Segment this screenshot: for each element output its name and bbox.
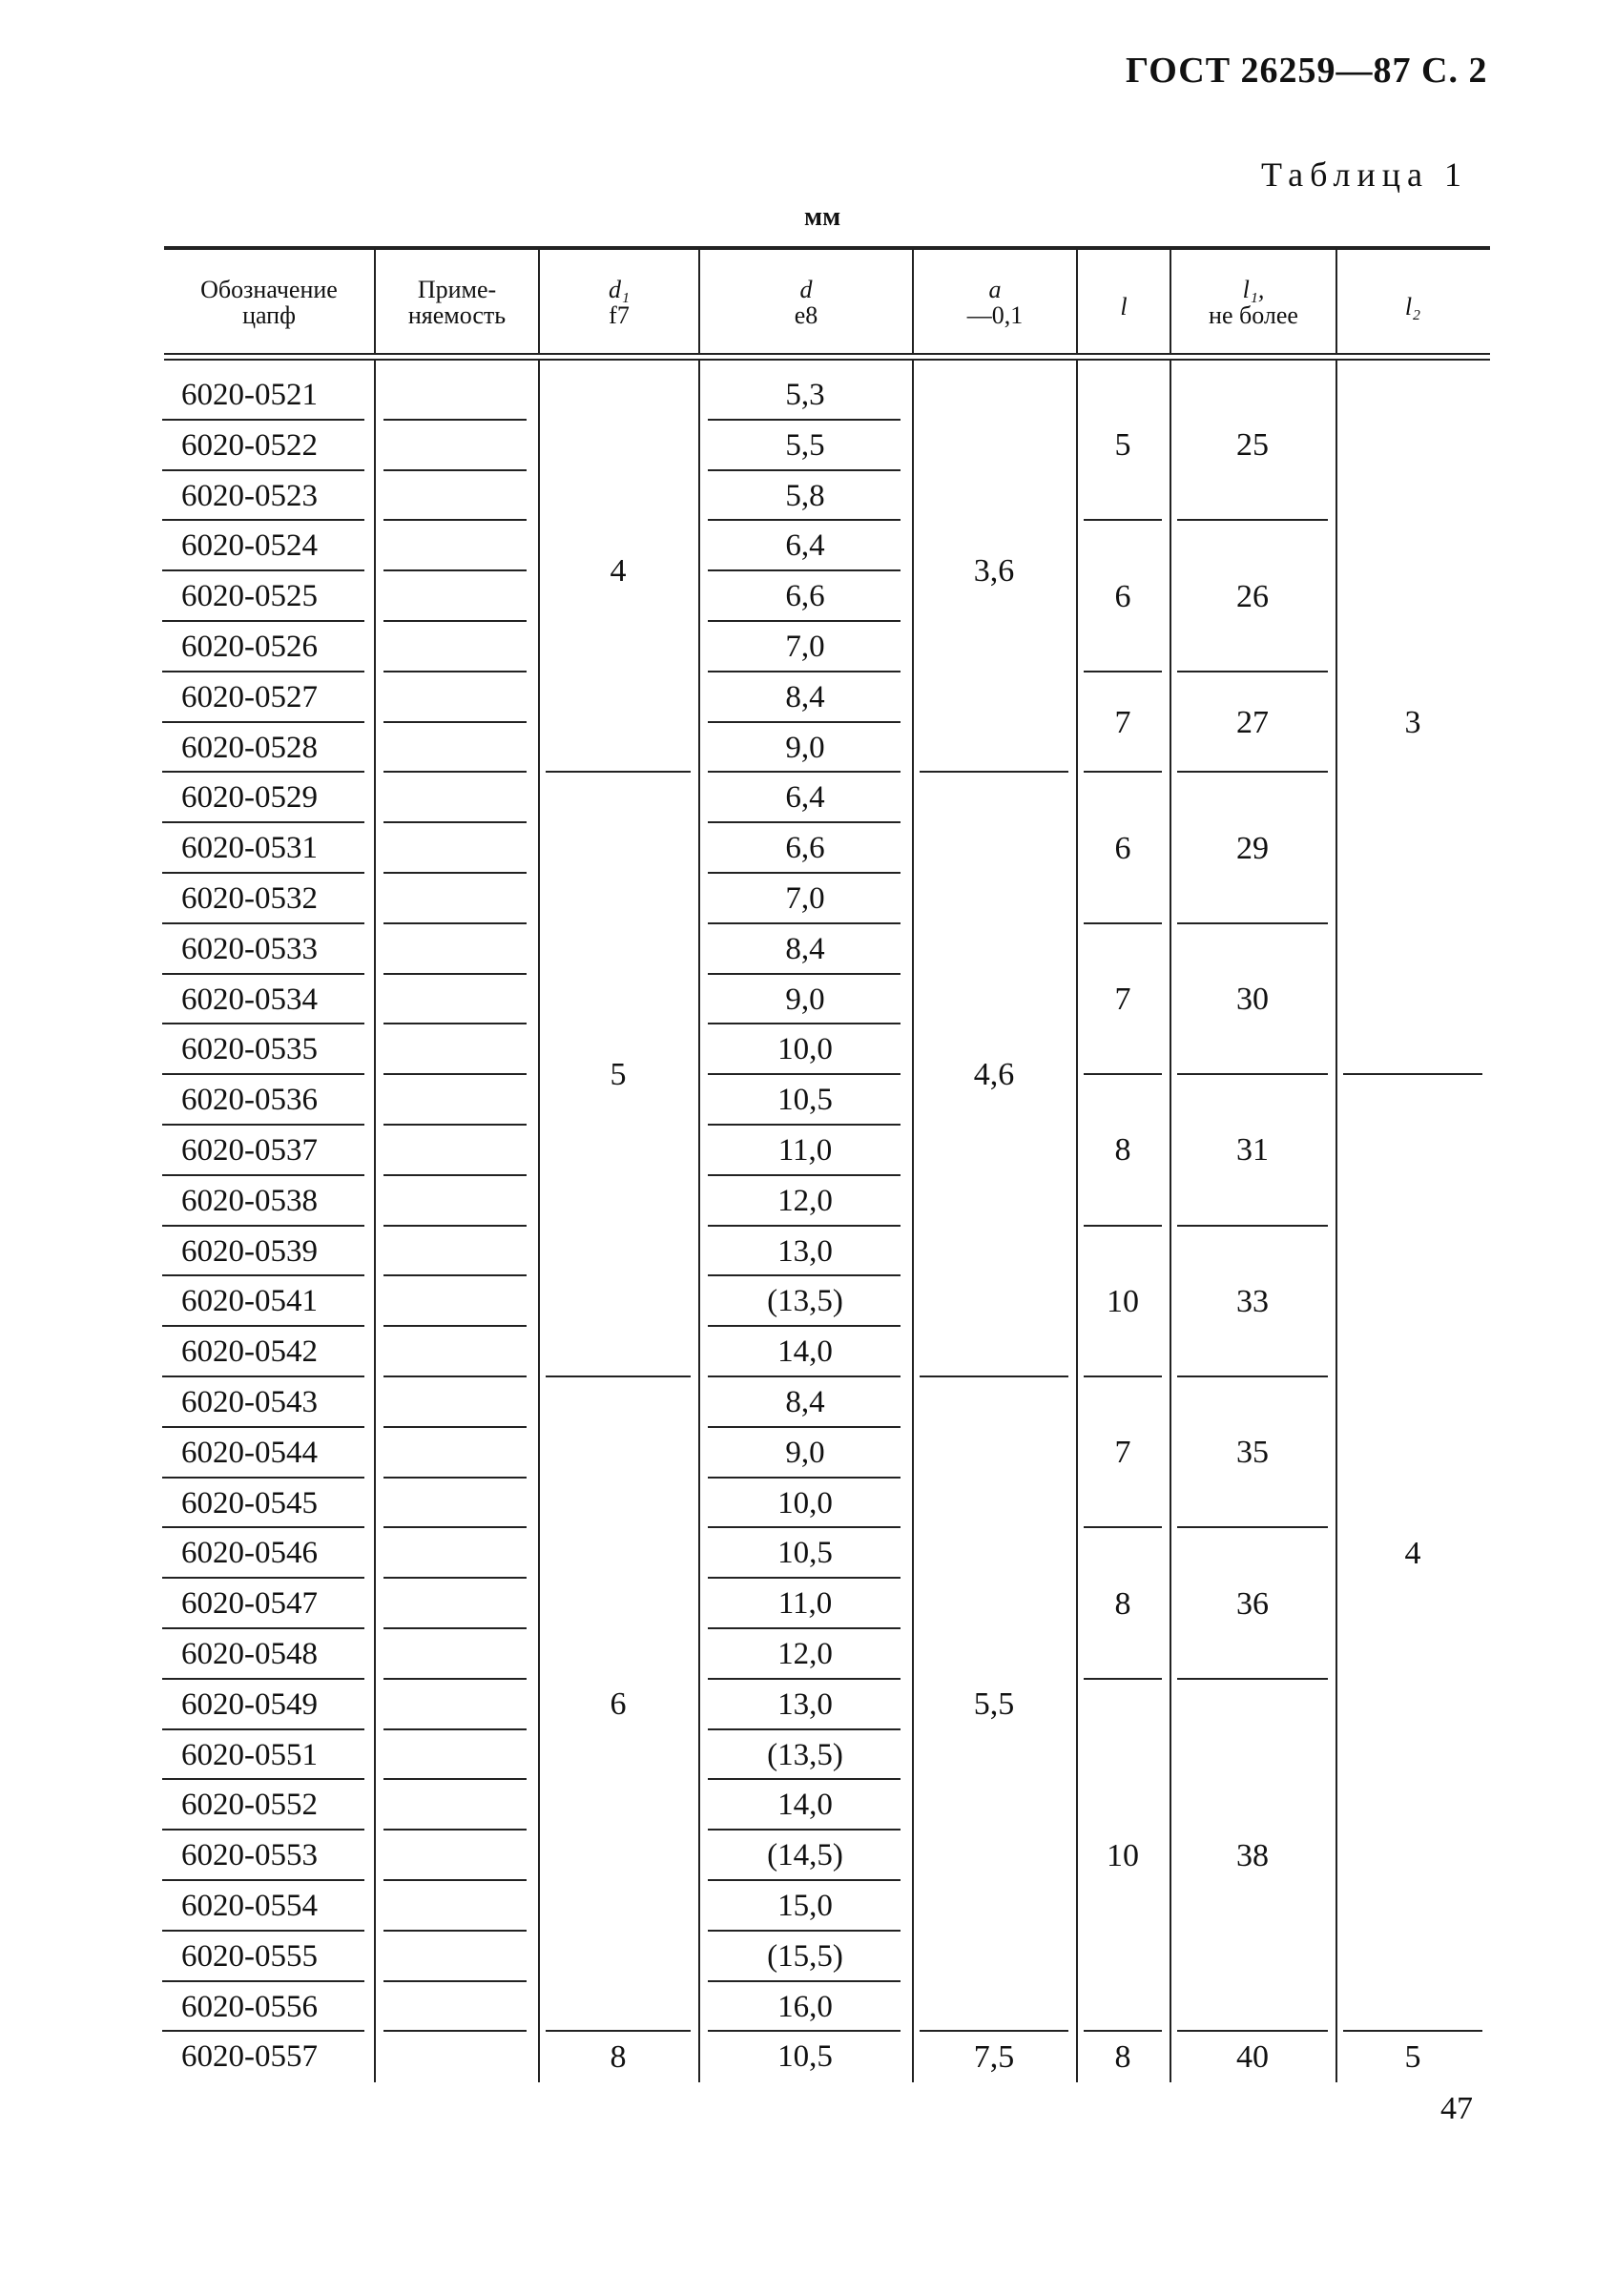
row-rule: [708, 419, 901, 421]
row-code: 6020-0552: [181, 1788, 318, 1823]
row-rule: [708, 569, 901, 571]
row-rule: [162, 1325, 364, 1327]
row-code: 6020-0556: [181, 1989, 318, 2024]
row-d-value: 7,0: [785, 881, 825, 916]
merged-cell-l: 8: [1114, 1585, 1131, 1622]
merged-cell-l: 8: [1114, 2038, 1131, 2075]
row-code: 6020-0541: [181, 1284, 318, 1319]
row-code: 6020-0521: [181, 378, 318, 412]
group-rule: [1343, 2030, 1482, 2032]
row-code: 6020-0532: [181, 881, 318, 916]
row-d-value: 12,0: [777, 1183, 833, 1218]
header-column-separator: [1170, 248, 1171, 355]
row-rule: [162, 1930, 364, 1932]
row-d-value: 10,5: [777, 2039, 833, 2075]
row-rule: [162, 1728, 364, 1730]
row-code: 6020-0534: [181, 982, 318, 1017]
merged-cell-l: 7: [1114, 982, 1131, 1017]
group-rule: [546, 1376, 691, 1377]
row-rule: [383, 1225, 527, 1227]
row-code: 6020-0524: [181, 528, 318, 564]
merged-cell-d1: 5: [610, 1057, 627, 1093]
group-rule: [1177, 1678, 1328, 1680]
group-rule: [1084, 1073, 1162, 1075]
row-code: 6020-0528: [181, 730, 318, 765]
row-code: 6020-0545: [181, 1485, 318, 1520]
row-d-value: 12,0: [777, 1637, 833, 1671]
row-d-value: 5,8: [785, 478, 825, 513]
merged-cell-l: 10: [1107, 1283, 1139, 1319]
row-code: 6020-0557: [181, 2039, 318, 2075]
row-rule: [708, 519, 901, 521]
row-rule: [162, 469, 364, 471]
merged-cell-d1: 4: [610, 553, 627, 590]
group-rule: [1177, 771, 1328, 773]
row-code: 6020-0535: [181, 1032, 318, 1067]
row-rule: [708, 1577, 901, 1579]
row-code: 6020-0539: [181, 1233, 318, 1269]
col-header-l1: l₁, не более: [1209, 276, 1298, 330]
row-d-value: (13,5): [767, 1737, 843, 1772]
row-rule: [162, 922, 364, 924]
row-rule: [162, 1778, 364, 1780]
row-rule: [162, 973, 364, 975]
group-rule: [546, 2030, 691, 2032]
row-d-value: 11,0: [777, 1586, 833, 1622]
group-rule: [1084, 1526, 1162, 1528]
row-d-value: 10,0: [777, 1032, 833, 1067]
col-header-l: l: [1120, 293, 1128, 321]
row-rule: [708, 1627, 901, 1629]
row-rule: [708, 872, 901, 874]
column-separator: [1076, 359, 1078, 2082]
row-d-value: 6,6: [785, 831, 825, 866]
row-rule: [383, 1073, 527, 1075]
row-rule: [708, 1174, 901, 1176]
group-rule: [1343, 1073, 1482, 1075]
row-code: 6020-0548: [181, 1637, 318, 1671]
row-rule: [383, 569, 527, 571]
merged-cell-l1: 30: [1236, 982, 1269, 1017]
group-rule: [1084, 771, 1162, 773]
row-code: 6020-0531: [181, 831, 318, 866]
row-rule: [708, 2030, 901, 2032]
col-header-applicability: Приме- няемость: [407, 276, 507, 330]
row-code: 6020-0549: [181, 1686, 318, 1722]
row-code: 6020-0533: [181, 931, 318, 966]
row-d-value: 13,0: [777, 1233, 833, 1269]
merged-cell-l1: 26: [1236, 578, 1269, 614]
row-rule: [162, 1225, 364, 1227]
header-column-separator: [1335, 248, 1337, 355]
header-bottom-rule: [164, 353, 1490, 355]
group-rule: [1084, 1678, 1162, 1680]
row-rule: [162, 1124, 364, 1126]
column-separator: [912, 359, 914, 2082]
row-rule: [383, 1627, 527, 1629]
row-rule: [383, 1577, 527, 1579]
row-rule: [708, 1778, 901, 1780]
header-column-separator: [538, 248, 540, 355]
merged-cell-l: 7: [1114, 704, 1131, 740]
group-rule: [1177, 1376, 1328, 1377]
row-d-value: 5,3: [785, 378, 825, 412]
row-d-value: 16,0: [777, 1989, 833, 2024]
group-rule: [1084, 2030, 1162, 2032]
merged-cell-l1: 33: [1236, 1283, 1269, 1319]
row-rule: [383, 1728, 527, 1730]
merged-cell-l1: 25: [1236, 427, 1269, 464]
header-column-separator: [374, 248, 376, 355]
col-header-d1: d₁ f7: [608, 276, 631, 330]
row-code: 6020-0542: [181, 1334, 318, 1370]
row-d-value: 9,0: [785, 982, 825, 1017]
row-rule: [383, 1526, 527, 1528]
row-d-value: 14,0: [777, 1334, 833, 1370]
group-rule: [1084, 1376, 1162, 1377]
merged-cell-l1: 27: [1236, 704, 1269, 740]
merged-cell-l: 5: [1114, 427, 1131, 464]
row-rule: [383, 1274, 527, 1276]
row-rule: [383, 973, 527, 975]
row-rule: [162, 569, 364, 571]
row-rule: [162, 721, 364, 723]
merged-cell-l1: 38: [1236, 1837, 1269, 1873]
row-rule: [708, 1728, 901, 1730]
row-d-value: 15,0: [777, 1889, 833, 1923]
merged-cell-l1: 35: [1236, 1435, 1269, 1471]
row-rule: [383, 671, 527, 672]
row-rule: [708, 973, 901, 975]
merged-cell-l: 10: [1107, 1837, 1139, 1873]
group-rule: [920, 1376, 1068, 1377]
row-code: 6020-0525: [181, 579, 318, 614]
row-rule: [708, 1829, 901, 1831]
row-rule: [383, 1778, 527, 1780]
header-bottom-rule-2: [164, 359, 1490, 361]
group-rule: [1084, 671, 1162, 672]
row-rule: [162, 1023, 364, 1024]
row-code: 6020-0522: [181, 427, 318, 463]
col-header-designation: Обозначение цапф: [200, 276, 338, 330]
row-rule: [708, 1023, 901, 1024]
row-rule: [162, 1879, 364, 1881]
row-rule: [162, 620, 364, 622]
row-rule: [162, 1678, 364, 1680]
row-rule: [383, 469, 527, 471]
row-rule: [383, 1376, 527, 1377]
row-rule: [708, 671, 901, 672]
row-d-value: 14,0: [777, 1788, 833, 1823]
row-code: 6020-0546: [181, 1536, 318, 1571]
column-separator: [698, 359, 700, 2082]
row-rule: [162, 1577, 364, 1579]
row-rule: [708, 771, 901, 773]
row-d-value: 9,0: [785, 730, 825, 765]
row-rule: [162, 1477, 364, 1479]
row-code: 6020-0551: [181, 1737, 318, 1772]
group-rule: [1177, 671, 1328, 672]
row-d-value: 10,5: [777, 1083, 833, 1118]
row-code: 6020-0529: [181, 780, 318, 816]
row-d-value: 6,4: [785, 780, 825, 816]
row-rule: [383, 1325, 527, 1327]
row-rule: [162, 771, 364, 773]
units-label: мм: [804, 202, 841, 232]
table-top-rule: [164, 246, 1490, 250]
group-rule: [1084, 519, 1162, 521]
merged-cell-l1: 40: [1236, 2038, 1269, 2075]
row-rule: [162, 1073, 364, 1075]
row-rule: [383, 419, 527, 421]
merged-cell-a: 4,6: [973, 1057, 1015, 1093]
row-rule: [383, 1426, 527, 1428]
merged-cell-a: 5,5: [973, 1686, 1015, 1723]
merged-cell-d1: 8: [610, 2038, 627, 2075]
row-d-value: 8,4: [785, 931, 825, 966]
merged-cell-l: 6: [1114, 830, 1131, 866]
row-rule: [708, 1225, 901, 1227]
header-column-separator: [1076, 248, 1078, 355]
row-code: 6020-0553: [181, 1838, 318, 1873]
merged-cell-l1: 31: [1236, 1132, 1269, 1169]
group-rule: [1177, 1225, 1328, 1227]
row-rule: [162, 1526, 364, 1528]
row-rule: [708, 1124, 901, 1126]
row-d-value: (15,5): [767, 1938, 843, 1974]
row-d-value: 9,0: [785, 1435, 825, 1470]
merged-cell-d1: 6: [610, 1686, 627, 1723]
row-rule: [383, 1174, 527, 1176]
row-rule: [383, 620, 527, 622]
row-rule: [708, 1376, 901, 1377]
row-code: 6020-0538: [181, 1183, 318, 1218]
column-separator: [1335, 359, 1337, 2082]
row-rule: [162, 1627, 364, 1629]
row-code: 6020-0547: [181, 1586, 318, 1622]
row-rule: [708, 1879, 901, 1881]
col-header-a: a —0,1: [966, 276, 1024, 330]
merged-cell-l: 8: [1114, 1132, 1131, 1169]
row-rule: [383, 922, 527, 924]
row-code: 6020-0537: [181, 1133, 318, 1168]
row-d-value: 6,4: [785, 528, 825, 564]
row-rule: [708, 1274, 901, 1276]
row-code: 6020-0523: [181, 478, 318, 513]
row-rule: [162, 1426, 364, 1428]
row-rule: [383, 771, 527, 773]
row-rule: [162, 872, 364, 874]
row-rule: [162, 1174, 364, 1176]
merged-cell-l1: 29: [1236, 830, 1269, 866]
row-code: 6020-0527: [181, 679, 318, 714]
row-code: 6020-0544: [181, 1435, 318, 1470]
group-rule: [920, 771, 1068, 773]
group-rule: [1084, 1225, 1162, 1227]
row-code: 6020-0543: [181, 1385, 318, 1419]
group-rule: [1177, 2030, 1328, 2032]
row-rule: [708, 721, 901, 723]
row-rule: [162, 519, 364, 521]
row-rule: [383, 1124, 527, 1126]
row-rule: [383, 872, 527, 874]
column-separator: [374, 359, 376, 2082]
page-number: 47: [1440, 2091, 1473, 2126]
row-code: 6020-0555: [181, 1938, 318, 1974]
table-title: Таблица 1: [1261, 155, 1468, 194]
merged-cell-l1: 36: [1236, 1585, 1269, 1622]
row-rule: [383, 2030, 527, 2032]
group-rule: [1177, 1526, 1328, 1528]
row-d-value: (13,5): [767, 1284, 843, 1319]
merged-cell-a: 7,5: [973, 2038, 1015, 2075]
row-d-value: 8,4: [785, 679, 825, 714]
row-d-value: 13,0: [777, 1686, 833, 1722]
merged-cell-l2: 3: [1404, 704, 1421, 740]
row-rule: [162, 2030, 364, 2032]
row-rule: [708, 1073, 901, 1075]
row-rule: [162, 419, 364, 421]
row-rule: [162, 1980, 364, 1982]
row-rule: [708, 1678, 901, 1680]
col-header-l2: l₂: [1404, 293, 1421, 321]
row-code: 6020-0526: [181, 630, 318, 664]
row-rule: [708, 1930, 901, 1932]
row-rule: [383, 1477, 527, 1479]
row-code: 6020-0536: [181, 1083, 318, 1118]
row-rule: [708, 922, 901, 924]
row-d-value: 6,6: [785, 579, 825, 614]
row-d-value: 10,0: [777, 1485, 833, 1520]
row-code: 6020-0554: [181, 1889, 318, 1923]
merged-cell-l2: 5: [1404, 2038, 1421, 2075]
row-rule: [383, 1023, 527, 1024]
row-rule: [383, 821, 527, 823]
group-rule: [1177, 1073, 1328, 1075]
row-rule: [383, 1980, 527, 1982]
row-d-value: 10,5: [777, 1536, 833, 1571]
row-rule: [383, 1930, 527, 1932]
row-d-value: 8,4: [785, 1385, 825, 1419]
row-d-value: 5,5: [785, 427, 825, 463]
merged-cell-l2: 4: [1404, 1535, 1421, 1571]
group-rule: [546, 771, 691, 773]
group-rule: [920, 2030, 1068, 2032]
row-rule: [708, 1325, 901, 1327]
header-column-separator: [912, 248, 914, 355]
row-rule: [708, 1980, 901, 1982]
header-column-separator: [698, 248, 700, 355]
group-rule: [1177, 519, 1328, 521]
row-d-value: 7,0: [785, 630, 825, 664]
merged-cell-l: 6: [1114, 578, 1131, 614]
row-rule: [708, 1526, 901, 1528]
row-rule: [708, 469, 901, 471]
row-rule: [708, 620, 901, 622]
row-rule: [708, 1477, 901, 1479]
group-rule: [1177, 922, 1328, 924]
row-rule: [162, 821, 364, 823]
col-header-d: d e8: [794, 276, 818, 330]
column-separator: [1170, 359, 1171, 2082]
column-separator: [538, 359, 540, 2082]
row-rule: [383, 1829, 527, 1831]
merged-cell-l: 7: [1114, 1435, 1131, 1471]
row-rule: [383, 721, 527, 723]
row-rule: [162, 1829, 364, 1831]
row-rule: [383, 1879, 527, 1881]
row-rule: [162, 671, 364, 672]
group-rule: [1084, 922, 1162, 924]
row-rule: [162, 1274, 364, 1276]
standard-designation: ГОСТ 26259—87 С. 2: [1126, 51, 1488, 91]
row-rule: [708, 1426, 901, 1428]
row-d-value: 11,0: [777, 1133, 833, 1168]
row-rule: [708, 821, 901, 823]
row-rule: [383, 519, 527, 521]
row-d-value: (14,5): [767, 1838, 843, 1873]
row-rule: [383, 1678, 527, 1680]
row-rule: [162, 1376, 364, 1377]
merged-cell-a: 3,6: [973, 553, 1015, 590]
